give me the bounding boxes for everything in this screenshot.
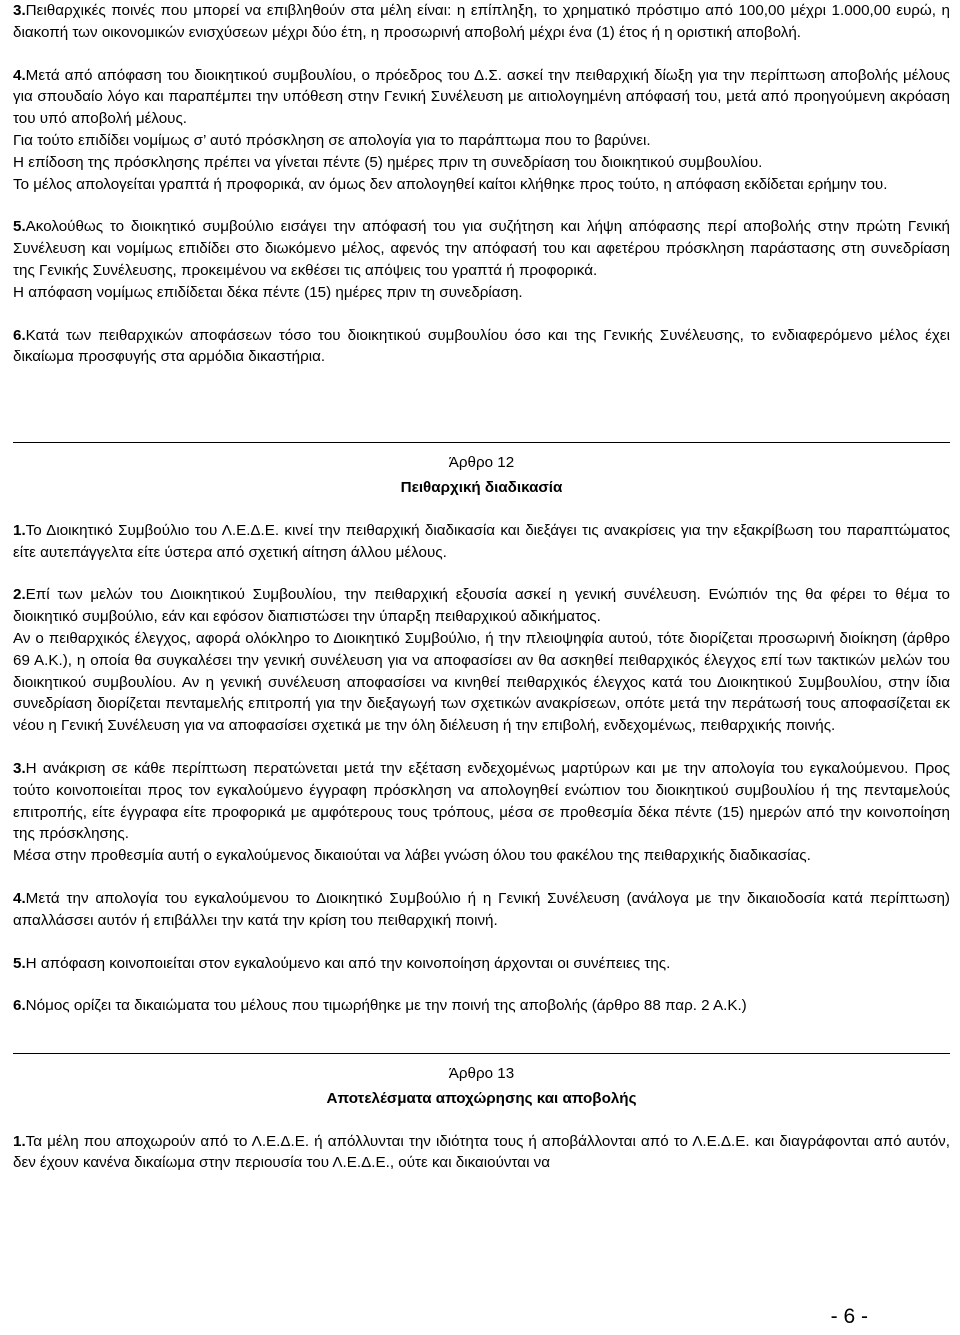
paragraph-number: 3.	[13, 759, 26, 777]
paragraph-5b: Η απόφαση νομίμως επιδίδεται δέκα πέντε (15) ημέρες πριν τη συνεδρίαση.	[13, 283, 523, 301]
article-12-paragraph-3b: Μέσα στην προθεσμία αυτή ο εγκαλούμενος δικαιούται να λάβει γνώση όλου του φακέλου της πειθαρχικής διαδικασίας.	[13, 847, 811, 865]
paragraph-4	[13, 65, 950, 130]
paragraph-text: Επί των μελών του Διοικητικού Συμβουλίου, την πειθαρχική εξουσία ασκεί η γενική συνέλευση. Ενώπιόν της θα φέρει το θέμα το διοικητικό συμβούλιο, εάν και εφόσον διαπιστώσει την ύπαρξη πειθαρχικού αδικήματος.	[13, 586, 950, 626]
paragraph-number: 6.	[13, 997, 26, 1015]
paragraph-text: Ακολούθως το διοικητικό συμβούλιο εισάγει την απόφασή του για συζήτηση και λήψη απόφασης περί αποβολής στην πρώτη Γενική Συνέλευση και νομίμως επιδίδει στο διωκόμενο μέλος, αφενός την απόφασή του και αφετέρου πρόσκληση παράστασης στη συνεδρίαση της Γενικής Συνέλευσης, προκειμένου να εκθέσει τις απόψεις του γραπτά ή προφορικά.	[13, 218, 950, 279]
paragraph-number: 1.	[13, 1132, 26, 1150]
paragraph-4b: Για τούτο επιδίδει νομίμως σ’ αυτό πρόσκληση σε απολογία για το παράπτωμα που το βαρύνει.	[13, 131, 651, 149]
article-12-paragraph-4	[13, 888, 950, 932]
paragraph-5	[13, 216, 950, 281]
paragraph-4c: Η επίδοση της πρόσκλησης πρέπει να γίνεται πέντε (5) ημέρες πριν τη συνεδρίαση του διοικητικού συμβουλίου.	[13, 153, 763, 171]
paragraph-number: 6.	[13, 326, 26, 344]
article-12-paragraph-3	[13, 758, 950, 845]
article-12-paragraph-2	[13, 584, 950, 628]
section-divider	[13, 1053, 950, 1054]
paragraph-text: Η απόφαση κοινοποιείται στον εγκαλούμενο και από την κοινοποίηση άρχονται οι συνέπειες της.	[25, 954, 671, 972]
section-divider	[13, 442, 950, 443]
article-12-title: Άρθρο 12	[448, 454, 515, 472]
paragraph-text: Πειθαρχικές ποινές που μπορεί να επιβληθούν στα μέλη είναι: η επίπληξη, το χρηματικό πρόστιμο από 100,00 μέχρι 1.000,00 ευρώ, η διακοπή των οικονομικών ενισχύσεων μέχρι δύο έτη, η προσωρινή αποβολή μέχρι ένα (1) έτος ή η οριστική αποβολή.	[13, 2, 950, 41]
paragraph-number: 1.	[13, 521, 26, 539]
paragraph-number: 4.	[13, 889, 26, 907]
paragraph-text: Κατά των πειθαρχικών αποφάσεων τόσο του διοικητικού συμβουλίου όσο και της Γενικής Συνέλευσης, το ενδιαφερόμενο μέλος έχει δικαίωμα προσφυγής στα αρμόδια δικαστήρια.	[13, 326, 950, 366]
paragraph-number: 2.	[13, 586, 26, 604]
article-13-paragraph-1	[13, 1131, 950, 1175]
article-13-subtitle: Αποτελέσματα αποχώρησης και αποβολής	[326, 1089, 637, 1107]
page-number: - 6 -	[830, 1305, 868, 1328]
paragraph-number: 5.	[13, 218, 26, 236]
paragraph-3	[13, 0, 950, 44]
paragraph-number: 4.	[13, 66, 26, 84]
paragraph-text: Μετά από απόφαση του διοικητικού συμβουλίου, ο πρόεδρος του Δ.Σ. ασκεί την πειθαρχική δίωξη για την περίπτωση αποβολής μέλους για σπουδαίο λόγο και παραπέμπει την υπόθεση στην Γενική Συνέλευση με αιτιολογημένη απόφασή του, μετά από προηγούμενη ακρόαση του υπό αποβολή μέλους.	[13, 66, 950, 128]
paragraph-text: Η ανάκριση σε κάθε περίπτωση περατώνεται μετά την εξέταση ενδεχομένως μαρτύρων και με την απολογία του εγκαλούμενου. Προς τούτο κοινοποιείται προς τον εγκαλούμενο έγγραφη πρόσκληση να απολογηθεί ενώπιον του διοικητικού συμβουλίου ή της πενταμελούς επιτροπής, είτε έγγραφα είτε προφορικά με αμφότερους τους τρόπους, μέσα σε προθεσμία δέκα πέντε (15) ημερών από την κοινοποίηση της πρόσκλησης.	[13, 759, 950, 843]
paragraph-number: 3.	[13, 2, 26, 19]
article-12-paragraph-1	[13, 520, 950, 564]
paragraph-4d: Το μέλος απολογείται γραπτά ή προφορικά, αν όμως δεν απολογηθεί καίτοι κλήθηκε προς τούτο, η απόφαση εκδίδεται ερήμην του.	[13, 175, 888, 193]
paragraph-text: Τα μέλη που αποχωρούν από το Λ.Ε.Δ.Ε. ή απόλλυνται την ιδιότητα τους ή αποβάλλονται από το Λ.Ε.Δ.Ε. και διαγράφονται από αυτόν, δεν έχουν κανένα δικαίωμα στην περιουσία του Λ.Ε.Δ.Ε., ούτε και δικαιούνται να	[13, 1132, 950, 1172]
paragraph-text: Νόμος ορίζει τα δικαιώματα του μέλους που τιμωρήθηκε με την ποινή της αποβολής (άρθρο 88 παρ. 2 Α.Κ.)	[25, 997, 747, 1015]
article-12-subtitle: Πειθαρχική διαδικασία	[400, 478, 563, 496]
article-13-title: Άρθρο 13	[448, 1065, 515, 1083]
article-12-paragraph-6	[13, 995, 950, 1017]
paragraph-text: Μετά την απολογία του εγκαλούμενου το Διοικητικό Συμβούλιο ή η Γενική Συνέλευση (ανάλογα με την δικαιοδοσία κατά περίπτωση) απαλλάσσει αυτόν ή επιβάλλει την κατά την κρίση του πειθαρχική ποινή.	[13, 889, 950, 929]
paragraph-6	[13, 325, 950, 369]
article-12-paragraph-2b: Αν ο πειθαρχικός έλεγχος, αφορά ολόκληρο το Διοικητικό Συμβούλιο, ή την πλειοψηφία αυτού, τότε διορίζεται προσωρινή διοίκηση (άρθρο 69 Α.Κ.), η οποία θα συγκαλέσει την γενική συνέλευση για να αποφασίσει αν θα ασκηθεί πειθαρχικός έλεγχος επί των τακτικών μελών του διοικητικού συμβουλίου. Αν η γενική συνέλευση αποφασίσει να κινηθεί πειθαρχικός έλεγχος κατά του Διοικητικού Συμβουλίου, στην ίδια συνεδρίαση διορίζεται πενταμελής επιτροπή για την διεξαγωγή των σχετικών ανακρίσεων, οπότε μετά την περάτωσή τους αποφασίζεται εκ νέου η Γενική Συνέλευση για να αποφασίσει σχετικά με την όλη διέλευση ή την επιβολή, ενδεχομένως, πειθαρχικής ποινής.	[13, 629, 950, 735]
paragraph-text: Το Διοικητικό Συμβούλιο του Λ.Ε.Δ.Ε. κινεί την πειθαρχική διαδικασία και διεξάγει τις ανακρίσεις για την εξακρίβωση του παραπτώματος είτε αυτεπάγγελτα είτε ύστερα από σχετική αίτηση άλλου μέλους.	[13, 521, 950, 561]
paragraph-number: 5.	[13, 954, 26, 972]
article-12-paragraph-5	[13, 953, 950, 975]
document-page	[13, 0, 950, 1174]
